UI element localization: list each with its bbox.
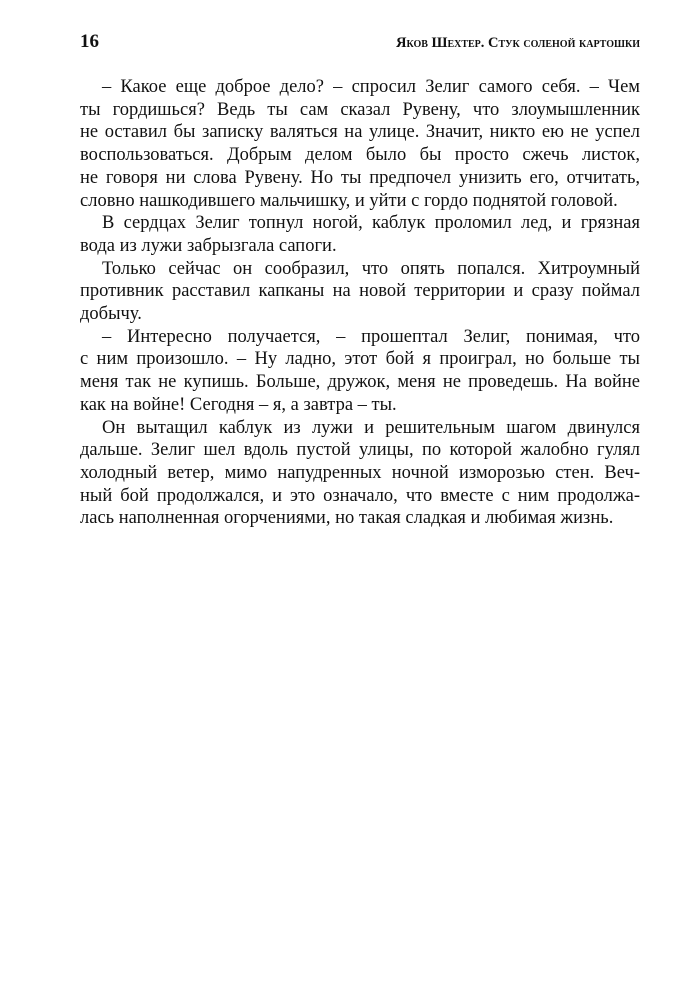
- paragraph: [80, 258, 640, 326]
- paragraph: [80, 417, 640, 531]
- paragraph: [80, 212, 640, 257]
- text-line: не оставил бы записку валяться на улице. Значит, никто ею не успел: [80, 122, 640, 143]
- text-line: – Интересно получается, – прошептал Зелиг, понимая, что: [102, 326, 640, 347]
- text-line: словно нашкодившего мальчишку, и уйти с гордо поднятой головой.: [80, 190, 618, 211]
- text-line: ты гордишься? Ведь ты сам сказал Рувену, что злоумышленник: [80, 99, 640, 120]
- text-line: вода из лужи забрызгала сапоги.: [80, 235, 337, 256]
- text-line: ный бой продолжался, и это означало, что вместе с ним продолжа-: [80, 485, 640, 506]
- text-line: лась наполненная огорчениями, но такая сладкая и любимая жизнь.: [80, 508, 614, 529]
- text-line: меня так не купишь. Больше, дружок, меня не проведешь. На войне: [80, 372, 640, 393]
- text-line: – Какое еще доброе дело? – спросил Зелиг самого себя. – Чем: [102, 77, 640, 97]
- text-line: Только сейчас он сообразил, что опять попался. Хитроумный: [102, 258, 640, 279]
- text-line: Он вытащил каблук из лужи и решительным шагом двинулся: [102, 417, 640, 438]
- text-line: с ним произошло. – Ну ладно, этот бой я проиграл, но больше ты: [80, 349, 640, 370]
- page-number: 16: [80, 31, 99, 52]
- paragraph: [80, 326, 640, 417]
- page-header: [80, 30, 640, 54]
- text-line: противник расставил капканы на новой территории и сразу поймал: [80, 281, 640, 302]
- text-line: воспользоваться. Добрым делом было бы просто сжечь листок,: [80, 145, 640, 166]
- text-line: холодный ветер, мимо напудренных ночной изморозью стен. Веч-: [80, 462, 640, 483]
- text-line: В сердцах Зелиг топнул ногой, каблук проломил лед, и грязная: [102, 213, 640, 234]
- running-title: Яков Шехтер. Стук соленой картошки: [395, 35, 640, 51]
- text-line: не говоря ни слова Рувену. Но ты предпочел унизить его, отчитать,: [80, 167, 640, 188]
- text-line: добычу.: [80, 304, 142, 325]
- body-text: [80, 76, 640, 530]
- paragraph: [80, 76, 640, 212]
- text-line: как на войне! Сегодня – я, а завтра – ты.: [80, 394, 397, 415]
- text-line: дальше. Зелиг шел вдоль пустой улицы, по которой жалобно гулял: [80, 440, 640, 461]
